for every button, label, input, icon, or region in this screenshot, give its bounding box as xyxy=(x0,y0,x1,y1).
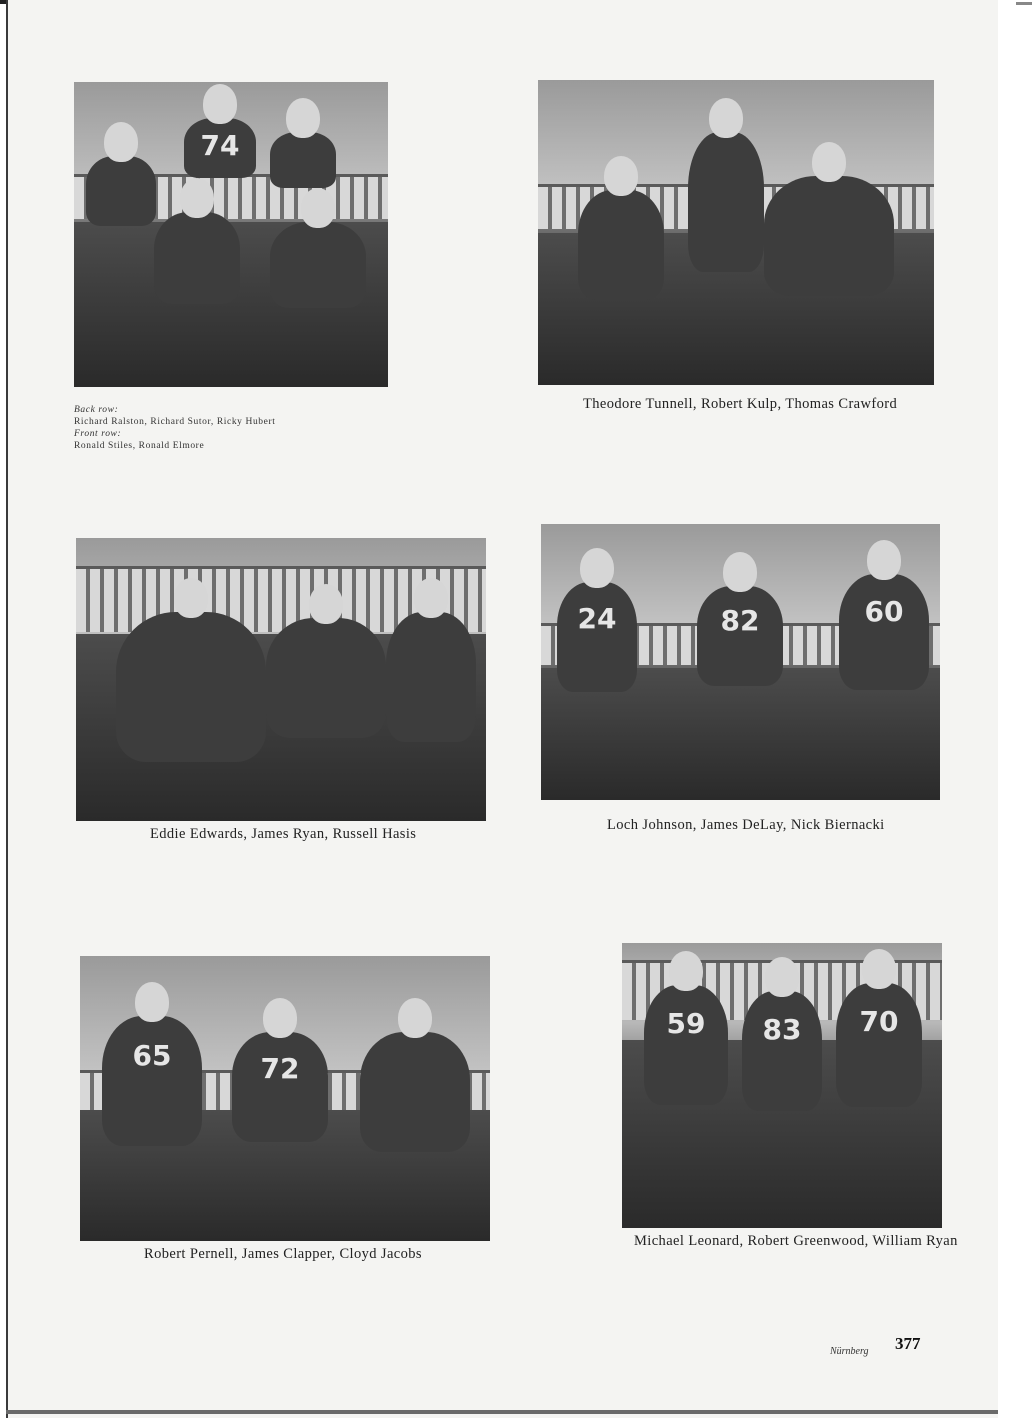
player-head xyxy=(862,949,896,989)
player-head xyxy=(301,188,335,228)
player-head xyxy=(203,84,237,124)
caption-photo-4: Loch Johnson, James DeLay, Nick Biernacki xyxy=(607,817,885,833)
jersey-number: 59 xyxy=(666,1006,706,1040)
player xyxy=(578,190,664,300)
player xyxy=(360,1032,470,1152)
photo-bottom-left xyxy=(80,956,490,1241)
player-head xyxy=(812,142,846,182)
caption-photo-3: Eddie Edwards, James Ryan, Russell Hasis xyxy=(150,826,417,842)
page-bottom-edge xyxy=(6,1410,998,1414)
player-head xyxy=(669,951,703,991)
player-head xyxy=(263,998,297,1038)
jersey-number: 72 xyxy=(260,1051,300,1085)
player xyxy=(557,582,637,692)
player-head xyxy=(286,98,320,138)
caption-names: Richard Ralston, Richard Sutor, Ricky Hubert xyxy=(74,417,276,427)
player xyxy=(270,222,366,308)
player xyxy=(839,574,929,690)
jersey-number: 60 xyxy=(864,594,904,628)
player-head xyxy=(580,548,614,588)
player xyxy=(386,612,476,742)
player-head xyxy=(604,156,638,196)
player-head xyxy=(174,578,208,618)
photo-middle-left xyxy=(76,538,486,821)
player-head xyxy=(398,998,432,1038)
player-head xyxy=(309,584,343,624)
photo-top-right xyxy=(538,80,934,385)
jersey-number: 83 xyxy=(762,1012,802,1046)
caption-photo-5: Robert Pernell, James Clapper, Cloyd Jacobs xyxy=(144,1246,422,1262)
photo-top-left xyxy=(74,82,388,387)
player xyxy=(764,176,894,296)
player-head xyxy=(135,982,169,1022)
player xyxy=(836,983,922,1107)
player xyxy=(644,985,728,1105)
player xyxy=(154,212,240,304)
player-head xyxy=(765,957,799,997)
player xyxy=(270,132,336,188)
player xyxy=(116,612,266,762)
footer-section-name: Nürnberg xyxy=(830,1346,869,1357)
scan-edge-mark xyxy=(1016,2,1032,5)
jersey-number: 74 xyxy=(200,128,240,162)
caption-photo-2: Theodore Tunnell, Robert Kulp, Thomas Crawford xyxy=(583,396,898,412)
player-head xyxy=(723,552,757,592)
jersey-number: 82 xyxy=(720,604,760,637)
jersey-number: 24 xyxy=(577,601,617,635)
player xyxy=(688,132,764,272)
player xyxy=(102,1016,202,1146)
page-number: 377 xyxy=(895,1334,921,1353)
player xyxy=(742,991,822,1111)
player xyxy=(86,156,156,226)
jersey-number: 70 xyxy=(859,1005,899,1039)
caption-photo-6: Michael Leonard, Robert Greenwood, William Ryan xyxy=(634,1233,958,1249)
player xyxy=(232,1032,328,1142)
player-head xyxy=(104,122,138,162)
player xyxy=(697,586,783,686)
player xyxy=(184,118,256,178)
caption-label: Back row: xyxy=(74,405,119,415)
photo-middle-right xyxy=(541,524,940,800)
player-head xyxy=(414,578,448,618)
jersey-number: 65 xyxy=(132,1039,172,1073)
caption-names: Ronald Stiles, Ronald Elmore xyxy=(74,441,205,451)
player xyxy=(266,618,386,738)
photo-bottom-right xyxy=(622,943,942,1228)
caption-photo-1 xyxy=(74,404,275,452)
player-head xyxy=(180,178,214,218)
player-head xyxy=(867,540,901,580)
player-head xyxy=(709,98,743,138)
caption-label: Front row: xyxy=(74,429,122,439)
